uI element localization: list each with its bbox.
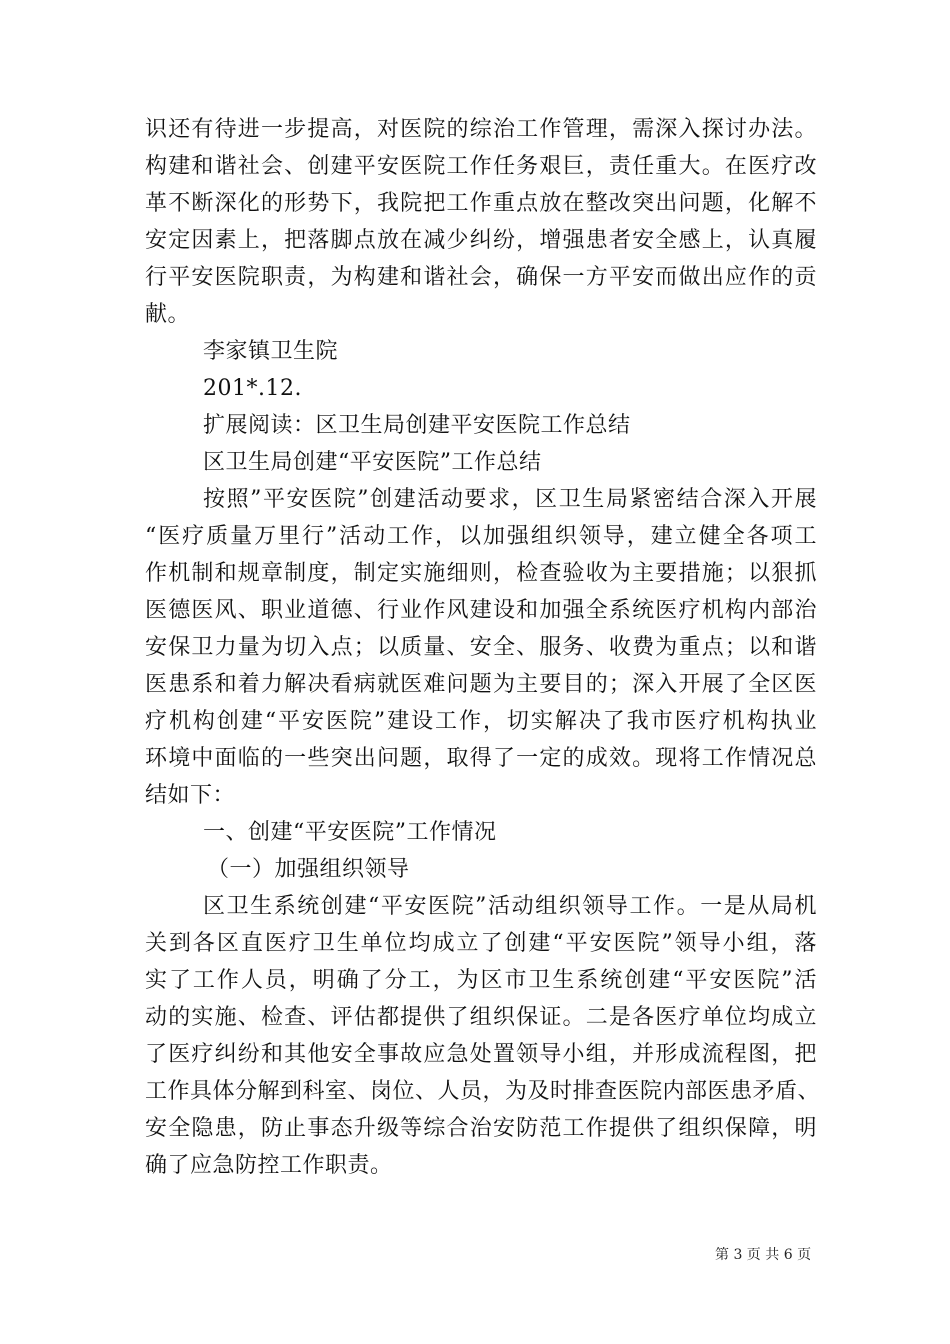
text-line: 确了应急防控工作职责。 bbox=[145, 1153, 393, 1178]
text-line: 环境中面临的一些突出问题，取得了一定的成效。现将工作情况总 bbox=[145, 746, 817, 771]
text-line: 安定因素上，把落脚点放在减少纠纷，增强患者安全感上，认真履 bbox=[145, 228, 817, 253]
text-line: 行平安医院职责，为构建和谐社会，确保一方平安而做出应作的贡 bbox=[145, 265, 817, 290]
text-line: 实了工作人员，明确了分工，为区市卫生系统创建“平安医院”活 bbox=[145, 968, 817, 993]
subsection-heading: （一）加强组织领导 bbox=[207, 857, 410, 882]
text-line: 医德医风、职业道德、行业作风建设和加强全系统医疗机构内部治 bbox=[145, 598, 817, 623]
document-title: 区卫生局创建“平安医院”工作总结 bbox=[203, 450, 542, 475]
text-line: 疗机构创建“平安医院”建设工作，切实解决了我市医疗机构执业 bbox=[145, 709, 817, 734]
text-line: 安全隐患，防止事态升级等综合治安防范工作提供了组织保障，明 bbox=[145, 1116, 817, 1141]
section-heading: 一、创建“平安医院”工作情况 bbox=[203, 820, 497, 845]
page-number: 第 3 页 共 6 页 bbox=[715, 1247, 812, 1263]
text-line: 区卫生系统创建“平安医院”活动组织领导工作。一是从局机 bbox=[203, 894, 817, 919]
signature-organization: 李家镇卫生院 bbox=[203, 339, 339, 364]
text-line: 动的实施、检查、评估都提供了组织保证。二是各医疗单位均成立 bbox=[145, 1005, 817, 1030]
text-line: 结如下： bbox=[145, 783, 236, 808]
paragraph-body-1 bbox=[145, 481, 817, 814]
text-line: 工作具体分解到科室、岗位、人员，为及时排查医院内部医患矛盾、 bbox=[145, 1079, 821, 1104]
text-line: 医患系和着力解决看病就医难问题为主要目的；深入开展了全区医 bbox=[145, 672, 817, 697]
text-line: 按照”平安医院”创建活动要求，区卫生局紧密结合深入开展 bbox=[203, 487, 817, 512]
text-line: “医疗质量万里行”活动工作，以加强组织领导，建立健全各项工 bbox=[145, 524, 817, 549]
text-line: 关到各区直医疗卫生单位均成立了创建“平安医院”领导小组，落 bbox=[145, 931, 817, 956]
text-line: 安保卫力量为切入点；以质量、安全、服务、收费为重点；以和谐 bbox=[145, 635, 817, 660]
extended-reading-heading: 扩展阅读：区卫生局创建平安医院工作总结 bbox=[203, 413, 631, 438]
signature-date: 201*.12. bbox=[203, 376, 302, 401]
text-line: 了医疗纠纷和其他安全事故应急处置领导小组，并形成流程图，把 bbox=[145, 1042, 817, 1067]
paragraph-body-2 bbox=[145, 888, 821, 1184]
text-line: 构建和谐社会、创建平安医院工作任务艰巨，责任重大。在医疗改 bbox=[145, 154, 817, 179]
text-line: 献。 bbox=[145, 302, 191, 327]
text-line: 作机制和规章制度，制定实施细则，检查验收为主要措施；以狠抓 bbox=[145, 561, 817, 586]
text-line: 革不断深化的形势下，我院把工作重点放在整改突出问题，化解不 bbox=[145, 191, 817, 216]
text-line: 识还有待进一步提高，对医院的综治工作管理，需深入探讨办法。 bbox=[145, 117, 817, 142]
paragraph-intro-continuation bbox=[145, 111, 817, 333]
document-body bbox=[145, 111, 821, 1184]
